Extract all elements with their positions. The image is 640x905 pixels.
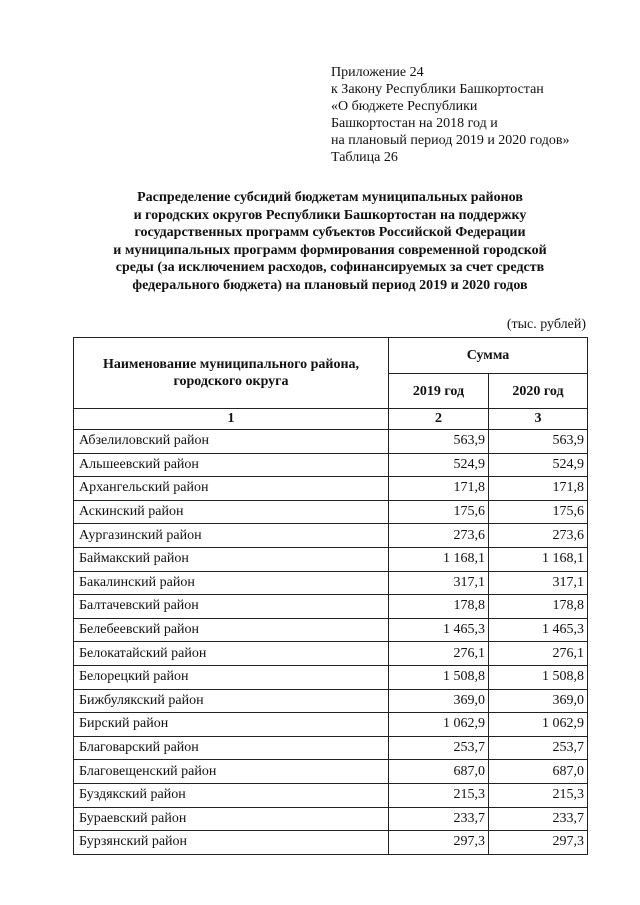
district-name: Бураевский район [74, 807, 389, 831]
title-line: Распределение субсидий бюджетам муниципальных районов [137, 190, 523, 205]
district-name: Аскинский район [74, 500, 389, 524]
district-name: Баймакский район [74, 547, 389, 571]
table-row [74, 547, 588, 571]
district-name: Альшеевский район [74, 453, 389, 477]
value-2019: 215,3 [389, 783, 489, 807]
district-name: Бакалинский район [74, 571, 389, 595]
table-row [74, 831, 588, 855]
value-2020: 253,7 [489, 736, 588, 760]
table-row [74, 430, 588, 454]
district-name: Белебеевский район [74, 618, 389, 642]
value-2019: 175,6 [389, 500, 489, 524]
table-row [74, 642, 588, 666]
value-2019: 1 508,8 [389, 665, 489, 689]
appendix-line: на плановый период 2019 и 2020 годов» [331, 133, 570, 148]
table-row [74, 713, 588, 737]
value-2020: 215,3 [489, 783, 588, 807]
header-year-2019: 2019 год [389, 374, 489, 409]
unit-label: (тыс. рублей) [506, 317, 586, 332]
value-2019: 1 465,3 [389, 618, 489, 642]
title-line: и муниципальных программ формирования современной городской [113, 242, 547, 258]
appendix-line: «О бюджете Республики [331, 99, 478, 114]
value-2020: 276,1 [489, 642, 588, 666]
header-name-line1: Наименование муниципального района, [102, 357, 360, 372]
value-2019: 276,1 [389, 642, 489, 666]
appendix-line: к Закону Республики Башкортостан [331, 82, 544, 97]
subsidy-table [73, 337, 588, 855]
district-name: Благоварский район [74, 736, 389, 760]
value-2019: 273,6 [389, 524, 489, 548]
value-2020: 1 168,1 [489, 547, 588, 571]
appendix-header [331, 64, 570, 166]
table-row [74, 665, 588, 689]
document-title [70, 189, 590, 294]
title-line: государственных программ субъектов Российской Федерации [134, 225, 526, 240]
table-row [74, 736, 588, 760]
table-row [74, 783, 588, 807]
value-2020: 233,7 [489, 807, 588, 831]
district-name: Буздякский район [74, 783, 389, 807]
table-row [74, 524, 588, 548]
table-row [74, 760, 588, 784]
value-2019: 171,8 [389, 477, 489, 501]
value-2020: 178,8 [489, 595, 588, 619]
district-name: Белокатайский район [74, 642, 389, 666]
value-2020: 171,8 [489, 477, 588, 501]
value-2019: 1 168,1 [389, 547, 489, 571]
table-row [74, 595, 588, 619]
value-2020: 563,9 [489, 430, 588, 454]
value-2020: 687,0 [489, 760, 588, 784]
title-line: и городских округов Республики Башкортостан на поддержку [133, 207, 527, 223]
district-name: Бирский район [74, 713, 389, 737]
column-number: 3 [489, 409, 588, 430]
value-2020: 297,3 [489, 831, 588, 855]
value-2020: 273,6 [489, 524, 588, 548]
value-2019: 317,1 [389, 571, 489, 595]
column-number: 1 [74, 409, 389, 430]
value-2020: 175,6 [489, 500, 588, 524]
district-name: Благовещенский район [74, 760, 389, 784]
value-2020: 1 062,9 [489, 713, 588, 737]
district-name: Аургазинский район [74, 524, 389, 548]
appendix-line: Приложение 24 [331, 65, 424, 80]
table-number: Таблица 26 [331, 150, 398, 165]
value-2020: 1 465,3 [489, 618, 588, 642]
value-2019: 687,0 [389, 760, 489, 784]
table-row [74, 571, 588, 595]
table-row [74, 689, 588, 713]
value-2019: 369,0 [389, 689, 489, 713]
appendix-line: Башкортостан на 2018 год и [331, 116, 498, 131]
value-2020: 524,9 [489, 453, 588, 477]
district-name: Абзелиловский район [74, 430, 389, 454]
value-2020: 317,1 [489, 571, 588, 595]
column-number: 2 [389, 409, 489, 430]
table-row [74, 477, 588, 501]
district-name: Бурзянский район [74, 831, 389, 855]
district-name: Бижбулякский район [74, 689, 389, 713]
district-name: Белорецкий район [74, 665, 389, 689]
value-2019: 1 062,9 [389, 713, 489, 737]
value-2019: 297,3 [389, 831, 489, 855]
table-row [74, 453, 588, 477]
district-name: Архангельский район [74, 477, 389, 501]
table-row [74, 807, 588, 831]
table-row [74, 618, 588, 642]
district-name: Балтачевский район [74, 595, 389, 619]
header-sum: Сумма [389, 338, 588, 374]
header-year-2020: 2020 год [489, 374, 588, 409]
value-2019: 563,9 [389, 430, 489, 454]
value-2019: 178,8 [389, 595, 489, 619]
header-name-line2: городского округа [173, 374, 289, 389]
title-line: среды (за исключением расходов, софинансируемых за счет средств [115, 260, 545, 275]
value-2019: 524,9 [389, 453, 489, 477]
value-2020: 369,0 [489, 689, 588, 713]
table-row [74, 500, 588, 524]
value-2020: 1 508,8 [489, 665, 588, 689]
title-line: федерального бюджета) на плановый период 2019 и 2020 годов [132, 277, 528, 293]
column-numbers-row [74, 409, 588, 430]
value-2019: 233,7 [389, 807, 489, 831]
header-name [74, 338, 389, 409]
value-2019: 253,7 [389, 736, 489, 760]
